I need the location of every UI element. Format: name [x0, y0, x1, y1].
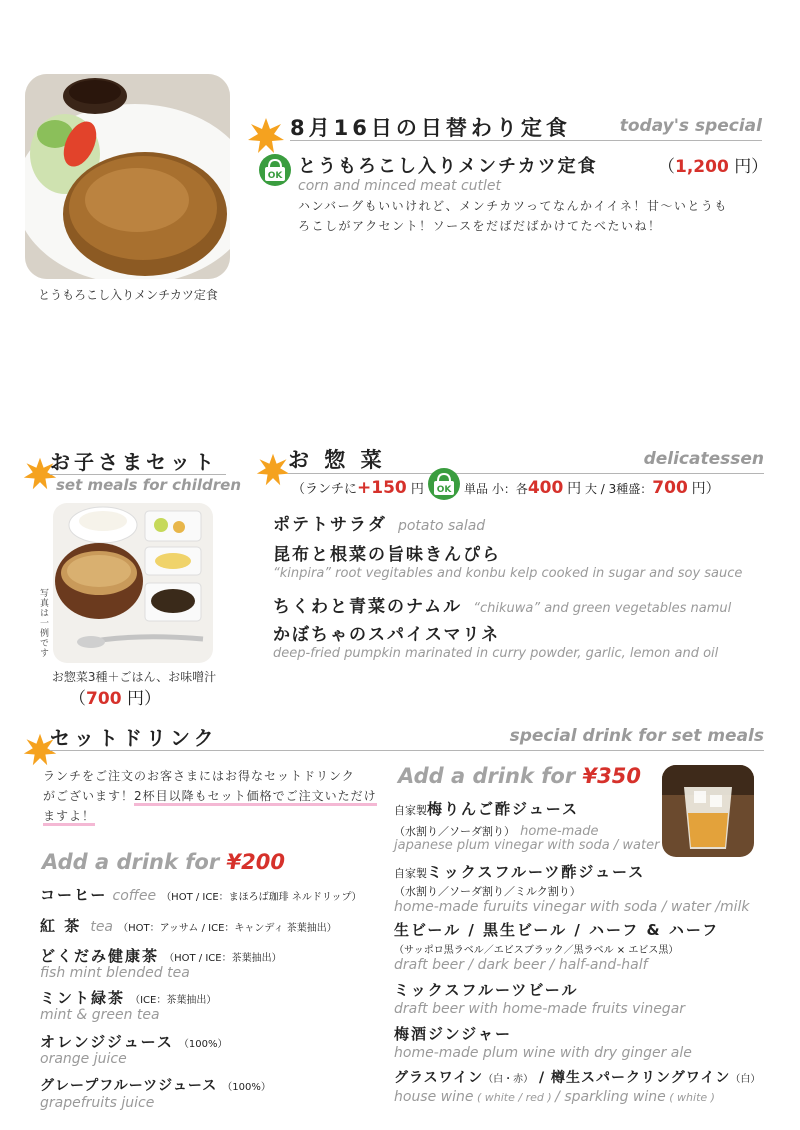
list-item-en: fish mint blended tea [40, 965, 190, 981]
list-item: 自家製梅りんご酢ジュース [394, 800, 579, 818]
list-item-en: deep-fried pumpkin marinated in curry powder, garlic, lemon and oil [273, 646, 719, 661]
list-item: 昆布と根菜の旨味きんぴら [273, 545, 501, 565]
list-item: 生ビール / 黒生ビール / ハーフ & ハーフ [394, 921, 720, 939]
drink-350-header: Add a drink for ¥350 [398, 764, 641, 788]
list-item-en: “kinpira” root vegitables and konbu kelp cooked in sugar and soy sauce [273, 566, 743, 581]
deli-item-list [273, 510, 742, 661]
drink-title: セットドリンク [50, 726, 218, 750]
list-item-en: home-made plum wine with dry ginger ale [394, 1045, 692, 1061]
special-title-en: today's special [619, 116, 762, 136]
list-item: ちくわと青菜のナムル “chikuwa” and green vegetables namul [273, 597, 732, 617]
kids-photo-note: 写真は一例です [38, 588, 48, 658]
list-item: グラスワイン（白・赤） / 樽生スパークリングワイン（白） [394, 1070, 761, 1086]
list-item: ミックスフルーツビール [394, 981, 579, 999]
list-item: オレンジジュース （100%） [40, 1033, 228, 1051]
list-item-en: japanese plum vinegar with soda / water [394, 838, 660, 853]
drink-title-en: special drink for set meals [509, 726, 764, 746]
special-photo-caption: とうもろこし入りメンチカツ定食 [38, 288, 218, 302]
list-item-en: mint & green tea [40, 1007, 160, 1023]
drink-200-header: Add a drink for ¥200 [42, 850, 285, 874]
kids-photo [53, 503, 213, 663]
list-item: ポテトサラダ potato salad [273, 515, 486, 535]
special-item-name: とうもろこし入りメンチカツ定食 [298, 156, 598, 177]
list-item: かぼちゃのスパイスマリネ [273, 625, 501, 645]
star-burst-icon [246, 116, 286, 156]
drink-intro: ランチをご注文のお客さまにはお得なセットドリンク がございます！2杯目以降もセット価格でご注文いただけ ますよ！ [43, 766, 388, 826]
special-title: 8月16日の日替わり定食 [290, 116, 571, 140]
kids-title-en: set meals for children [56, 476, 242, 494]
list-item: どくだみ健康茶 （HOT / ICE：茶葉抽出） [40, 947, 282, 965]
list-item: 梅酒ジンジャー [394, 1025, 512, 1043]
kids-divider [50, 474, 226, 475]
special-price: （1,200 円） [658, 157, 769, 177]
star-burst-icon [255, 452, 291, 488]
svg-text:OK: OK [436, 485, 452, 495]
list-item: グレープフルーツジュース （100%） [40, 1078, 271, 1094]
special-description: ハンバーグもいいけれど、メンチカツってなんかイイネ！甘〜いとうも ろこしがアクセント！ソースをだばだばかけてたべたいね！ [298, 199, 728, 233]
svg-text:OK: OK [267, 171, 283, 181]
special-photo [25, 74, 230, 279]
list-item-en: orange juice [40, 1051, 127, 1067]
list-item: コーヒー coffee （HOT / ICE：まほろば珈琲 ネルドリップ） [40, 886, 362, 904]
list-item: ミント緑茶 （ICE：茶葉抽出） [40, 989, 217, 1007]
deli-divider [288, 473, 764, 474]
list-item-en: grapefruits juice [40, 1095, 155, 1111]
kids-caption: お惣菜3種＋ごはん、お味噌汁 [51, 670, 217, 684]
kids-title: お子さまセット [50, 450, 218, 474]
list-item-en: house wine ( white / red ) / sparkling wine ( white ) [394, 1089, 715, 1105]
take-out-ok-badge-icon [427, 467, 461, 501]
deli-title-en: delicatessen [643, 449, 764, 469]
take-out-ok-badge-icon [258, 153, 292, 187]
drink-divider [50, 750, 764, 751]
special-divider [290, 140, 762, 141]
list-item: 紅 茶 tea （HOT：アッサム / ICE：キャンディ 茶葉抽出） [40, 917, 337, 935]
deli-single-price: 単品 小：各400 円 大 / 3種盛：700 円） [464, 478, 720, 498]
list-item: 自家製ミックスフルーツ酢ジュース [394, 863, 646, 881]
list-item-en: draft beer / dark beer / half-and-half [394, 957, 648, 973]
drink-200-list [40, 884, 390, 1111]
drink-350-list: 自家製梅りんご酢ジュース （水割り／ソーダ割り） home-made japanese plum vinegar with soda / water 自家製ミックスフルーツ酢ジュース （水割り／ソーダ割り／ミルク割り） home-made furuits vinegar with soda / water /milk 生ビール / 黒生ビール / ハーフ & ハーフ （サッポロ黒ラベル／エビスブラック／黒ラベル × エビス黒） draft beer / dark beer / half-and-half ミックスフルーツビール draft beer with home-made fruits vinegar 梅酒ジンジャー home-made plum wine with dry ginger ale グラスワイン（白・赤） / 樽生スパークリングワイン（白） house wine ( white / red ) / sparkling wine ( white ) [394, 798, 784, 1105]
list-item-en: draft beer with home-made fruits vinegar [394, 1001, 686, 1017]
deli-title: お 惣 菜 [288, 448, 386, 472]
special-item-en: corn and minced meat cutlet [298, 178, 501, 194]
list-item-en: home-made furuits vinegar with soda / water /milk [394, 899, 750, 915]
deli-price-line: （ランチに+150 円 [292, 478, 424, 498]
kids-price: （700 円） [69, 689, 161, 709]
